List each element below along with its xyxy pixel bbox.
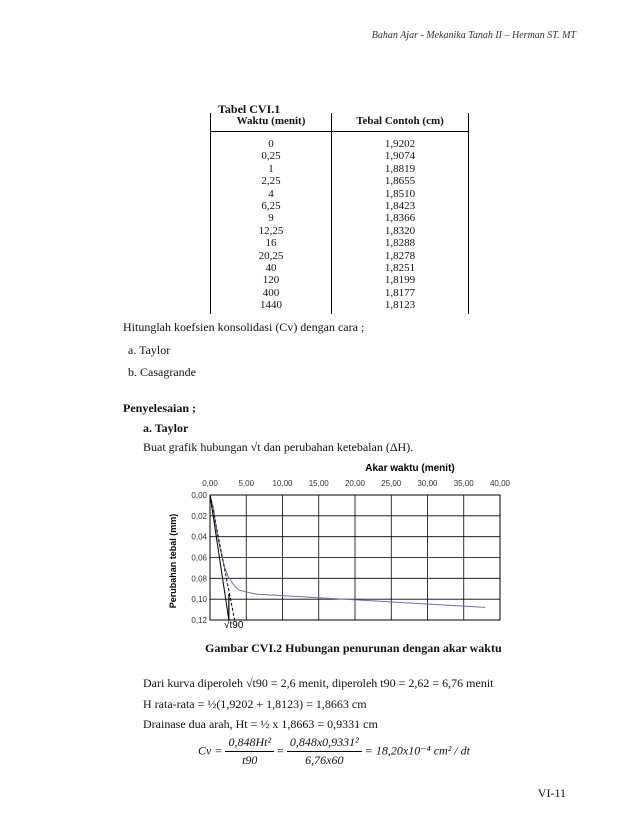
table-row <box>211 225 469 237</box>
table-row <box>211 188 469 200</box>
time-cell: 12,25 <box>211 225 332 237</box>
thickness-cell: 1,8655 <box>332 175 469 187</box>
y-axis-label: Perubahan tebal (mm) <box>168 513 178 609</box>
thickness-cell: 1,8288 <box>332 237 469 249</box>
table-row <box>211 150 469 162</box>
time-cell: 16 <box>211 237 332 249</box>
col-header-time: Waktu (menit) <box>211 113 332 132</box>
thickness-cell: 1,9074 <box>332 150 469 162</box>
page-header: Bahan Ajar - Mekanika Tanah II – Herman ST. MT <box>371 30 576 41</box>
y-tick-label: 0,04 <box>191 532 207 542</box>
fraction-2-den: 6,76x60 <box>305 753 344 767</box>
x-tick-label: 35,00 <box>453 479 474 488</box>
table-row <box>211 163 469 175</box>
table-row <box>211 132 469 151</box>
time-cell: 400 <box>211 287 332 299</box>
x-tick-label: 0,00 <box>202 479 218 488</box>
time-cell: 120 <box>211 274 332 286</box>
x-tick-labels <box>202 479 510 488</box>
thickness-cell: 1,8199 <box>332 274 469 286</box>
table-row <box>211 250 469 262</box>
data-table <box>210 113 469 314</box>
result-line-2: H rata-rata = ½(1,9202 + 1,8123) = 1,8663 cm <box>143 697 367 711</box>
y-tick-label: 0,10 <box>191 595 207 605</box>
time-cell: 0,25 <box>211 150 332 162</box>
x-tick-label: 25,00 <box>381 479 402 488</box>
y-tick-label: 0,12 <box>191 616 207 625</box>
table-row <box>211 274 469 286</box>
thickness-cell: 1,8177 <box>332 287 469 299</box>
thickness-cell: 1,8366 <box>332 212 469 224</box>
settlement-curve <box>210 495 485 607</box>
time-cell: 9 <box>211 212 332 224</box>
x-tick-label: 30,00 <box>417 479 438 488</box>
fraction-1 <box>225 735 274 768</box>
x-tick-label: 15,00 <box>308 479 329 488</box>
time-cell: 1 <box>211 163 332 175</box>
time-cell: 40 <box>211 262 332 274</box>
thickness-cell: 1,8123 <box>332 299 469 313</box>
table-row <box>211 237 469 249</box>
table-row <box>211 287 469 299</box>
thickness-cell: 1,8819 <box>332 163 469 175</box>
cv-formula <box>198 735 470 768</box>
time-cell: 6,25 <box>211 200 332 212</box>
thickness-cell: 1,8510 <box>332 188 469 200</box>
table-row <box>211 262 469 274</box>
table-title: Tabel CVI.1 <box>218 102 281 116</box>
section-a-title: a. Taylor <box>143 421 189 435</box>
question-text: Hitunglah koefsien konsolidasi (Cv) dengan cara ; <box>123 320 365 334</box>
thickness-cell: 1,8278 <box>332 250 469 262</box>
formula-result: = 18,20x10⁻⁴ cm² / dt <box>364 743 470 758</box>
instruction-text: Buat grafik hubungan √t dan perubahan ketebalan (ΔH). <box>143 440 414 454</box>
thickness-cell: 1,9202 <box>332 132 469 151</box>
equals-sign: = <box>277 743 284 758</box>
chart-title: Akar waktu (menit) <box>365 463 455 474</box>
t90-label: √t90 <box>224 620 244 631</box>
thickness-cell: 1,8320 <box>332 225 469 237</box>
page-number: VI-11 <box>537 786 566 800</box>
option-b: b. Casagrande <box>128 365 196 379</box>
x-tick-label: 5,00 <box>238 479 255 488</box>
figure-caption <box>205 641 502 656</box>
y-tick-label: 0,08 <box>191 574 207 584</box>
fraction-1-den: t90 <box>242 753 258 767</box>
result-line-3: Drainase dua arah, Ht = ½ x 1,8663 = 0,9331 cm <box>143 717 378 731</box>
fraction-1-num: 0,848Ht² <box>225 735 274 752</box>
thickness-cell: 1,8423 <box>332 200 469 212</box>
x-tick-label: 20,00 <box>344 479 366 488</box>
caption-text: Gambar CVI.2 Hubungan penurunan dengan akar waktu <box>205 641 502 655</box>
fraction-2 <box>287 735 362 768</box>
time-cell: 4 <box>211 188 332 200</box>
y-tick-label: 0,06 <box>191 553 207 563</box>
settlement-chart <box>160 455 520 633</box>
thickness-cell: 1,8251 <box>332 262 469 274</box>
option-a: a. Taylor <box>128 343 171 357</box>
fraction-2-num: 0,848x0,9331² <box>287 735 362 752</box>
result-line-1: Dari kurva diperoleh √t90 = 2,6 menit, diperoleh t90 = 2,62 = 6,76 menit <box>143 676 494 690</box>
time-cell: 2,25 <box>211 175 332 187</box>
table-row <box>211 175 469 187</box>
col-header-thickness: Tebal Contoh (cm) <box>332 113 469 132</box>
table-row <box>211 212 469 224</box>
table-row <box>211 299 469 313</box>
y-tick-label: 0,02 <box>191 511 207 521</box>
formula-lhs: Cv = <box>198 743 223 758</box>
x-tick-label: 40,00 <box>489 479 511 488</box>
time-cell: 0 <box>211 132 332 151</box>
chart-grid <box>210 495 500 620</box>
y-tick-label: 0,00 <box>191 491 207 500</box>
y-tick-labels <box>191 491 207 625</box>
time-cell: 1440 <box>211 299 332 313</box>
time-cell: 20,25 <box>211 250 332 262</box>
table-row <box>211 200 469 212</box>
solution-title: Penyelesaian ; <box>123 401 196 415</box>
x-tick-label: 10,00 <box>272 479 293 488</box>
